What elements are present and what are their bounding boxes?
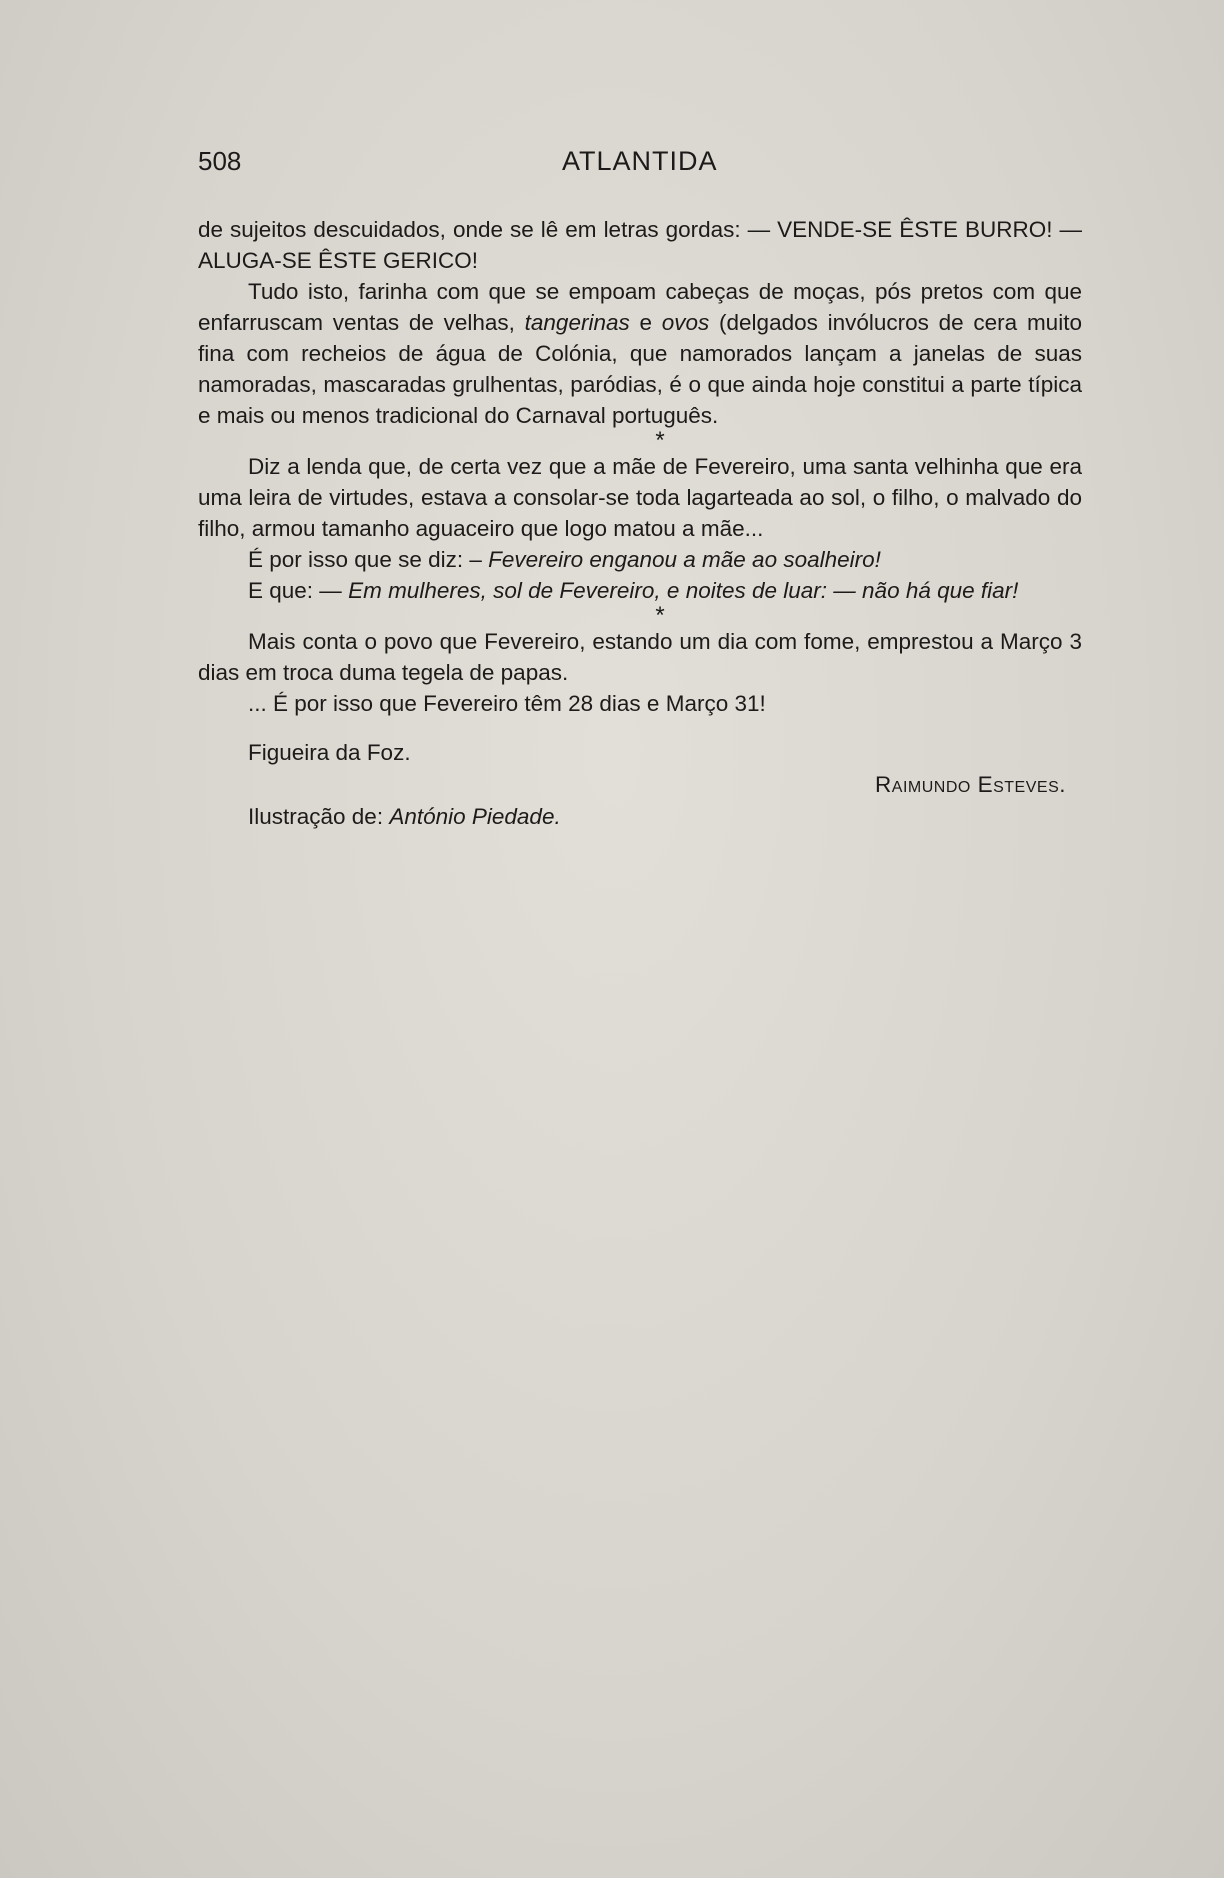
paragraph-2-text-b: (delgados invólucros de cera muito fina com recheios de água de Colónia, que namorados lançam a janelas de suas namoradas, mascaradas grulhentas, paródias, é o que ainda hoje constitui a parte típica e mais ou menos tradicional do Carnaval português. xyxy=(198,310,1082,428)
paragraph-2-text-a: Tudo isto, farinha com que se empoam cabeças de moças, pós pretos com que enfarruscam ventas de velhas, xyxy=(198,279,1082,335)
paragraph-2-emphasis-1: tangerinas xyxy=(524,310,630,335)
paragraph-3: Diz a lenda que, de certa vez que a mãe de Fevereiro, uma santa velhinha que era uma leira de virtudes, estava a consolar-se toda lagarteada ao sol, o filho, o malvado do filho, armou tamanho aguaceiro que logo matou a mãe... xyxy=(198,454,1082,541)
paragraph-6: Mais conta o povo que Fevereiro, estando um dia com fome, emprestou a Março 3 dias em troca duma tegela de papas. xyxy=(198,629,1082,685)
page-header xyxy=(198,146,1082,180)
paragraph-4-proverb: Fevereiro enganou a mãe ao soalheiro! xyxy=(488,547,881,572)
article-footer xyxy=(198,737,1082,847)
paragraph-5 xyxy=(198,575,1082,606)
illustrator-name: António Piedade. xyxy=(389,804,561,829)
journal-title: ATLANTIDA xyxy=(562,146,718,176)
paragraph-4 xyxy=(198,544,1082,575)
paragraph-5-text: E que: — xyxy=(248,578,349,603)
paragraph-4-text: É por isso que se diz: – xyxy=(248,547,489,572)
illustration-label: Ilustração de: xyxy=(248,804,390,829)
article-body xyxy=(198,214,1082,847)
author-signature: Raimundo Esteves. xyxy=(875,772,1066,797)
section-separator-2: * xyxy=(655,602,665,629)
illustration-credit xyxy=(248,801,561,832)
section-separator: * xyxy=(655,427,665,454)
paragraph-5-proverb: Em mulheres, sol de Fevereiro, e noites de luar: — não há que fiar! xyxy=(348,578,1019,603)
paragraph-7: ... É por isso que Fevereiro têm 28 dias e Março 31! xyxy=(248,691,766,716)
page-number: 508 xyxy=(198,146,242,176)
place-signature: Figueira da Foz. xyxy=(248,740,411,765)
paragraph-2-emphasis-2: ovos xyxy=(661,310,710,335)
paragraph-1: de sujeitos descuidados, onde se lê em letras gordas: — VENDE-SE ÊSTE BURRO! — ALUGA-SE ÊSTE GERICO! xyxy=(198,217,1082,273)
paragraph-2 xyxy=(198,276,1082,431)
paragraph-2-conjunction: e xyxy=(629,310,662,335)
